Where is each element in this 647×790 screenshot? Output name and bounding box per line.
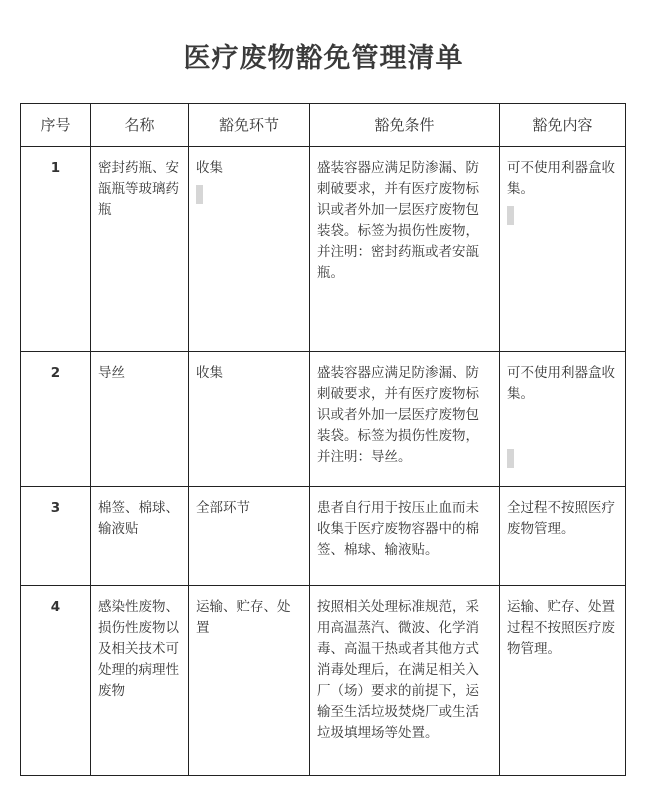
table-row <box>21 352 626 487</box>
row-name: 感染性废物、损伤性废物以及相关技术可处理的病理性废物 <box>91 586 189 776</box>
row-name: 密封药瓶、安瓿瓶等玻璃药瓶 <box>91 147 189 352</box>
row-stage: 全部环节 <box>189 487 310 586</box>
header-stage: 豁免环节 <box>189 104 310 147</box>
row-stage: 运输、贮存、处置 <box>189 586 310 776</box>
row-condition: 按照相关处理标准规范，采用高温蒸汽、微波、化学消毒、高温干热或者其他方式消毒处理后，在满足相关入厂（场）要求的前提下，运输至生活垃圾焚烧厂或生活垃圾填埋场等处置。 <box>310 586 500 776</box>
row-condition: 盛装容器应满足防渗漏、防刺破要求，并有医疗废物标识或者外加一层医疗废物包装袋。标签为损伤性废物，并注明：密封药瓶或者安瓿瓶。 <box>310 147 500 352</box>
row-content-cell <box>500 147 626 352</box>
header-condition: 豁免条件 <box>310 104 500 147</box>
row-content: 可不使用利器盒收集。 <box>507 160 615 197</box>
row-name: 导丝 <box>91 352 189 487</box>
table-row <box>21 586 626 776</box>
header-content: 豁免内容 <box>500 104 626 147</box>
page-title: 医疗废物豁免管理清单 <box>183 43 464 75</box>
table-header-row <box>21 104 626 147</box>
row-stage-cell <box>189 147 310 352</box>
row-content-cell <box>500 352 626 487</box>
row-content: 可不使用利器盒收集。 <box>507 365 615 402</box>
row-stage: 收集 <box>189 352 310 487</box>
row-name: 棉签、棉球、输液贴 <box>91 487 189 586</box>
row-index: 2 <box>21 352 91 487</box>
row-index: 3 <box>21 487 91 586</box>
text-cursor-marker <box>507 206 514 225</box>
table-row <box>21 487 626 586</box>
row-index: 1 <box>21 147 91 352</box>
row-condition: 盛装容器应满足防渗漏、防刺破要求，并有医疗废物标识或者外加一层医疗废物包装袋。标签为损伤性废物，并注明：导丝。 <box>310 352 500 487</box>
table-row <box>21 147 626 352</box>
row-stage: 收集 <box>196 160 223 176</box>
row-index: 4 <box>21 586 91 776</box>
text-cursor-marker <box>196 185 203 204</box>
row-content: 运输、贮存、处置过程不按照医疗废物管理。 <box>500 586 626 776</box>
header-index: 序号 <box>21 104 91 147</box>
text-cursor-marker <box>507 449 514 468</box>
exemption-table <box>20 103 626 776</box>
header-name: 名称 <box>91 104 189 147</box>
row-content: 全过程不按照医疗废物管理。 <box>500 487 626 586</box>
row-condition: 患者自行用于按压止血而未收集于医疗废物容器中的棉签、棉球、输液贴。 <box>310 487 500 586</box>
